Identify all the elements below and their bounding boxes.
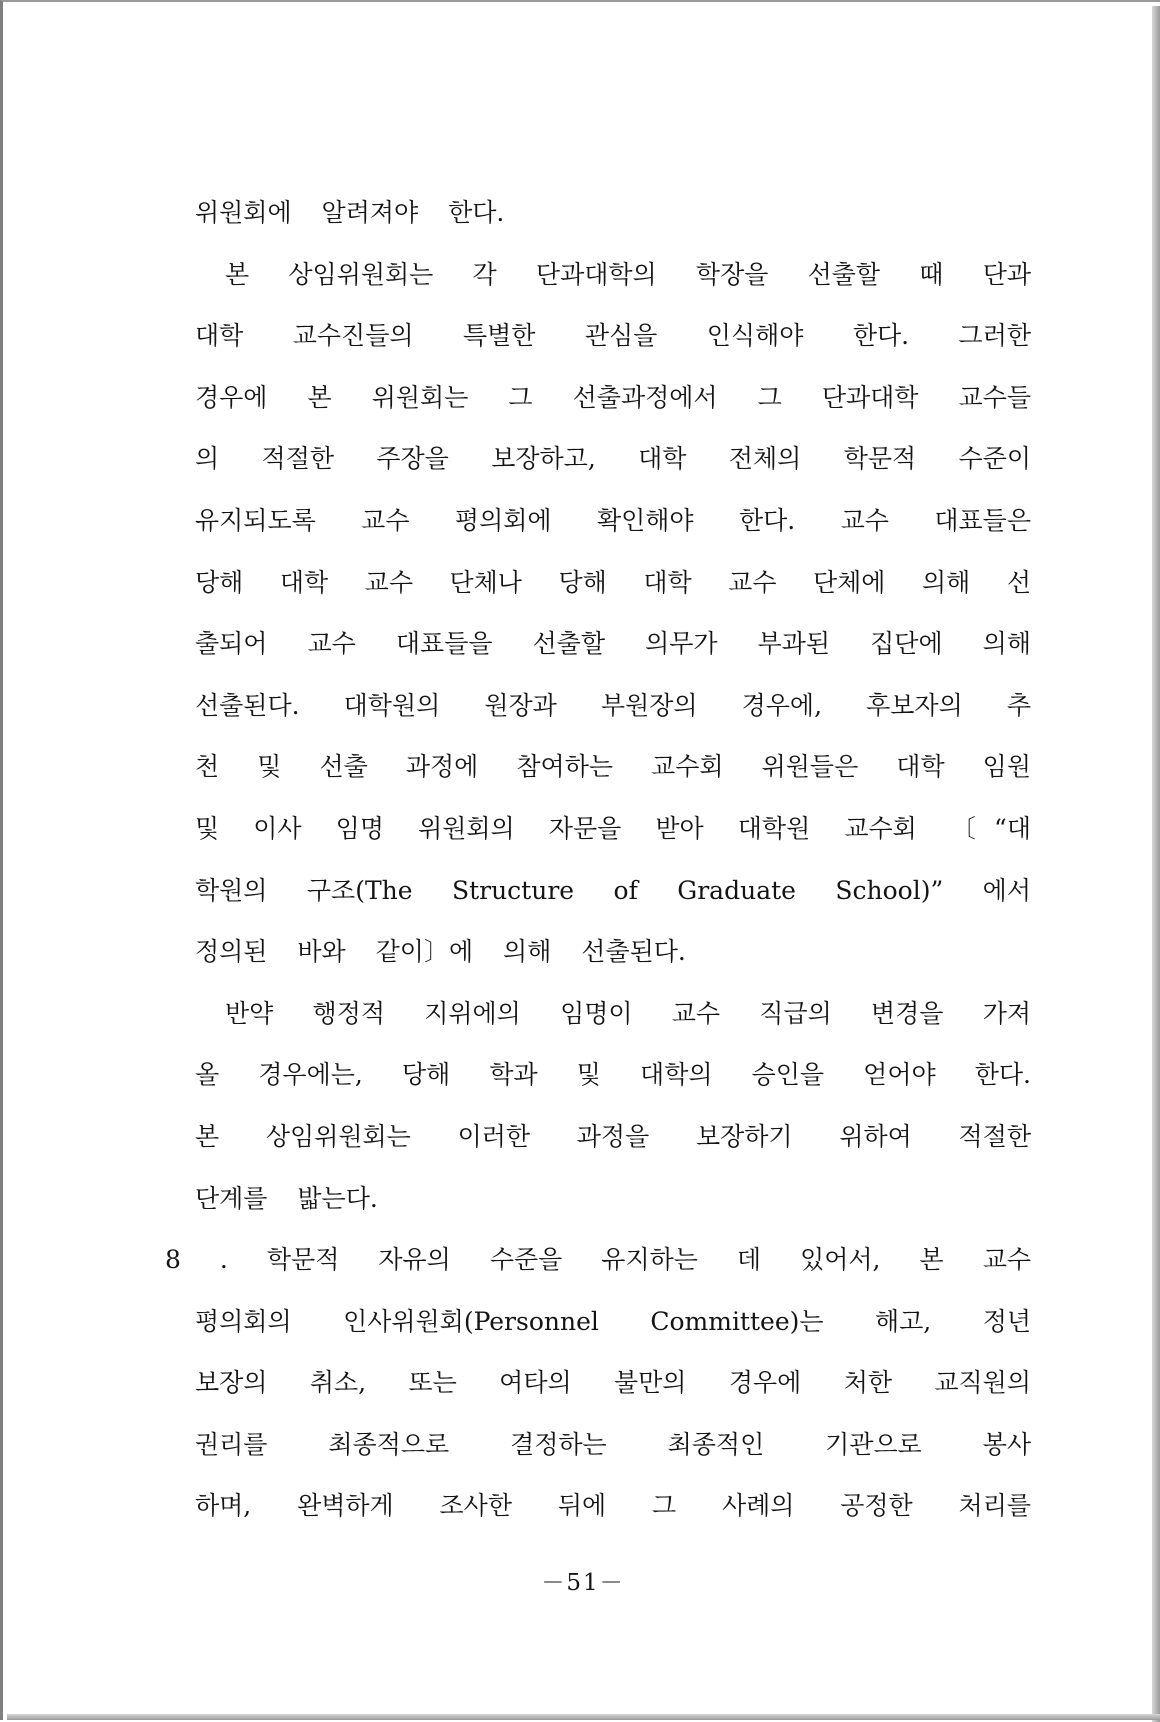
text-line: 올 경우에는, 당해 학과 및 대학의 승인을 얻어야 한다.	[195, 1060, 1031, 1090]
text-line: 및 이사 임명 위원회의 자문을 받아 대학원 교수회 〔“대	[195, 813, 1031, 843]
text-line: 당해 대학 교수 단체나 당해 대학 교수 단체에 의해 선	[195, 567, 1031, 597]
text-line: 정의된 바와 같이〕에 의해 선출된다.	[195, 937, 686, 967]
text-line: 본 상임위원회는 이러한 과정을 보장하기 위하여 적절한	[195, 1121, 1031, 1151]
text-line: 하며, 완벽하게 조사한 뒤에 그 사례의 공정한 처리를	[195, 1491, 1031, 1521]
page-shadow-bottom	[7, 1714, 1160, 1720]
numbered-item-line: 8 . 학문적 자유의 수준을 유지하는 데 있어서, 본 교수	[165, 1245, 1031, 1275]
text-line: 본 상임위원회는 각 단과대학의 학장을 선출할 때 단과	[225, 259, 1031, 289]
body-text	[165, 182, 1031, 1537]
page-number: －51－	[541, 1570, 625, 1596]
text-line: 학원의 구조(The Structure of Graduate School)” 에서	[195, 875, 1031, 905]
text-line: 경우에 본 위원회는 그 선출과정에서 그 단과대학 교수들	[195, 382, 1031, 412]
page-shadow-right	[1152, 6, 1160, 1722]
text-line: 단계를 밟는다.	[195, 1183, 378, 1213]
text-line: 유지되도록 교수 평의회에 확인해야 한다. 교수 대표들은	[195, 505, 1031, 535]
text-line: 출되어 교수 대표들을 선출할 의무가 부과된 집단에 의해	[195, 629, 1031, 659]
text-line: 선출된다. 대학원의 원장과 부원장의 경우에, 후보자의 추	[195, 690, 1031, 720]
text-line: 위원회에 알려져야 한다.	[195, 198, 505, 227]
text-line: 권리를 최종적으로 결정하는 최종적인 기관으로 봉사	[195, 1429, 1031, 1459]
text-line: 반약 행정적 지위에의 임명이 교수 직급의 변경을 가져	[225, 998, 1031, 1028]
text-line: 보장의 취소, 또는 여타의 불만의 경우에 처한 교직원의	[195, 1368, 1031, 1398]
text-line: 평의회의 인사위원회(Personnel Committee)는 해고, 정년	[195, 1306, 1031, 1336]
text-line: 대학 교수진들의 특별한 관심을 인식해야 한다. 그러한	[195, 321, 1031, 351]
text-line: 의 적절한 주장을 보장하고, 대학 전체의 학문적 수준이	[195, 444, 1031, 474]
text-line: 천 및 선출 과정에 참여하는 교수회 위원들은 대학 임원	[195, 752, 1031, 782]
